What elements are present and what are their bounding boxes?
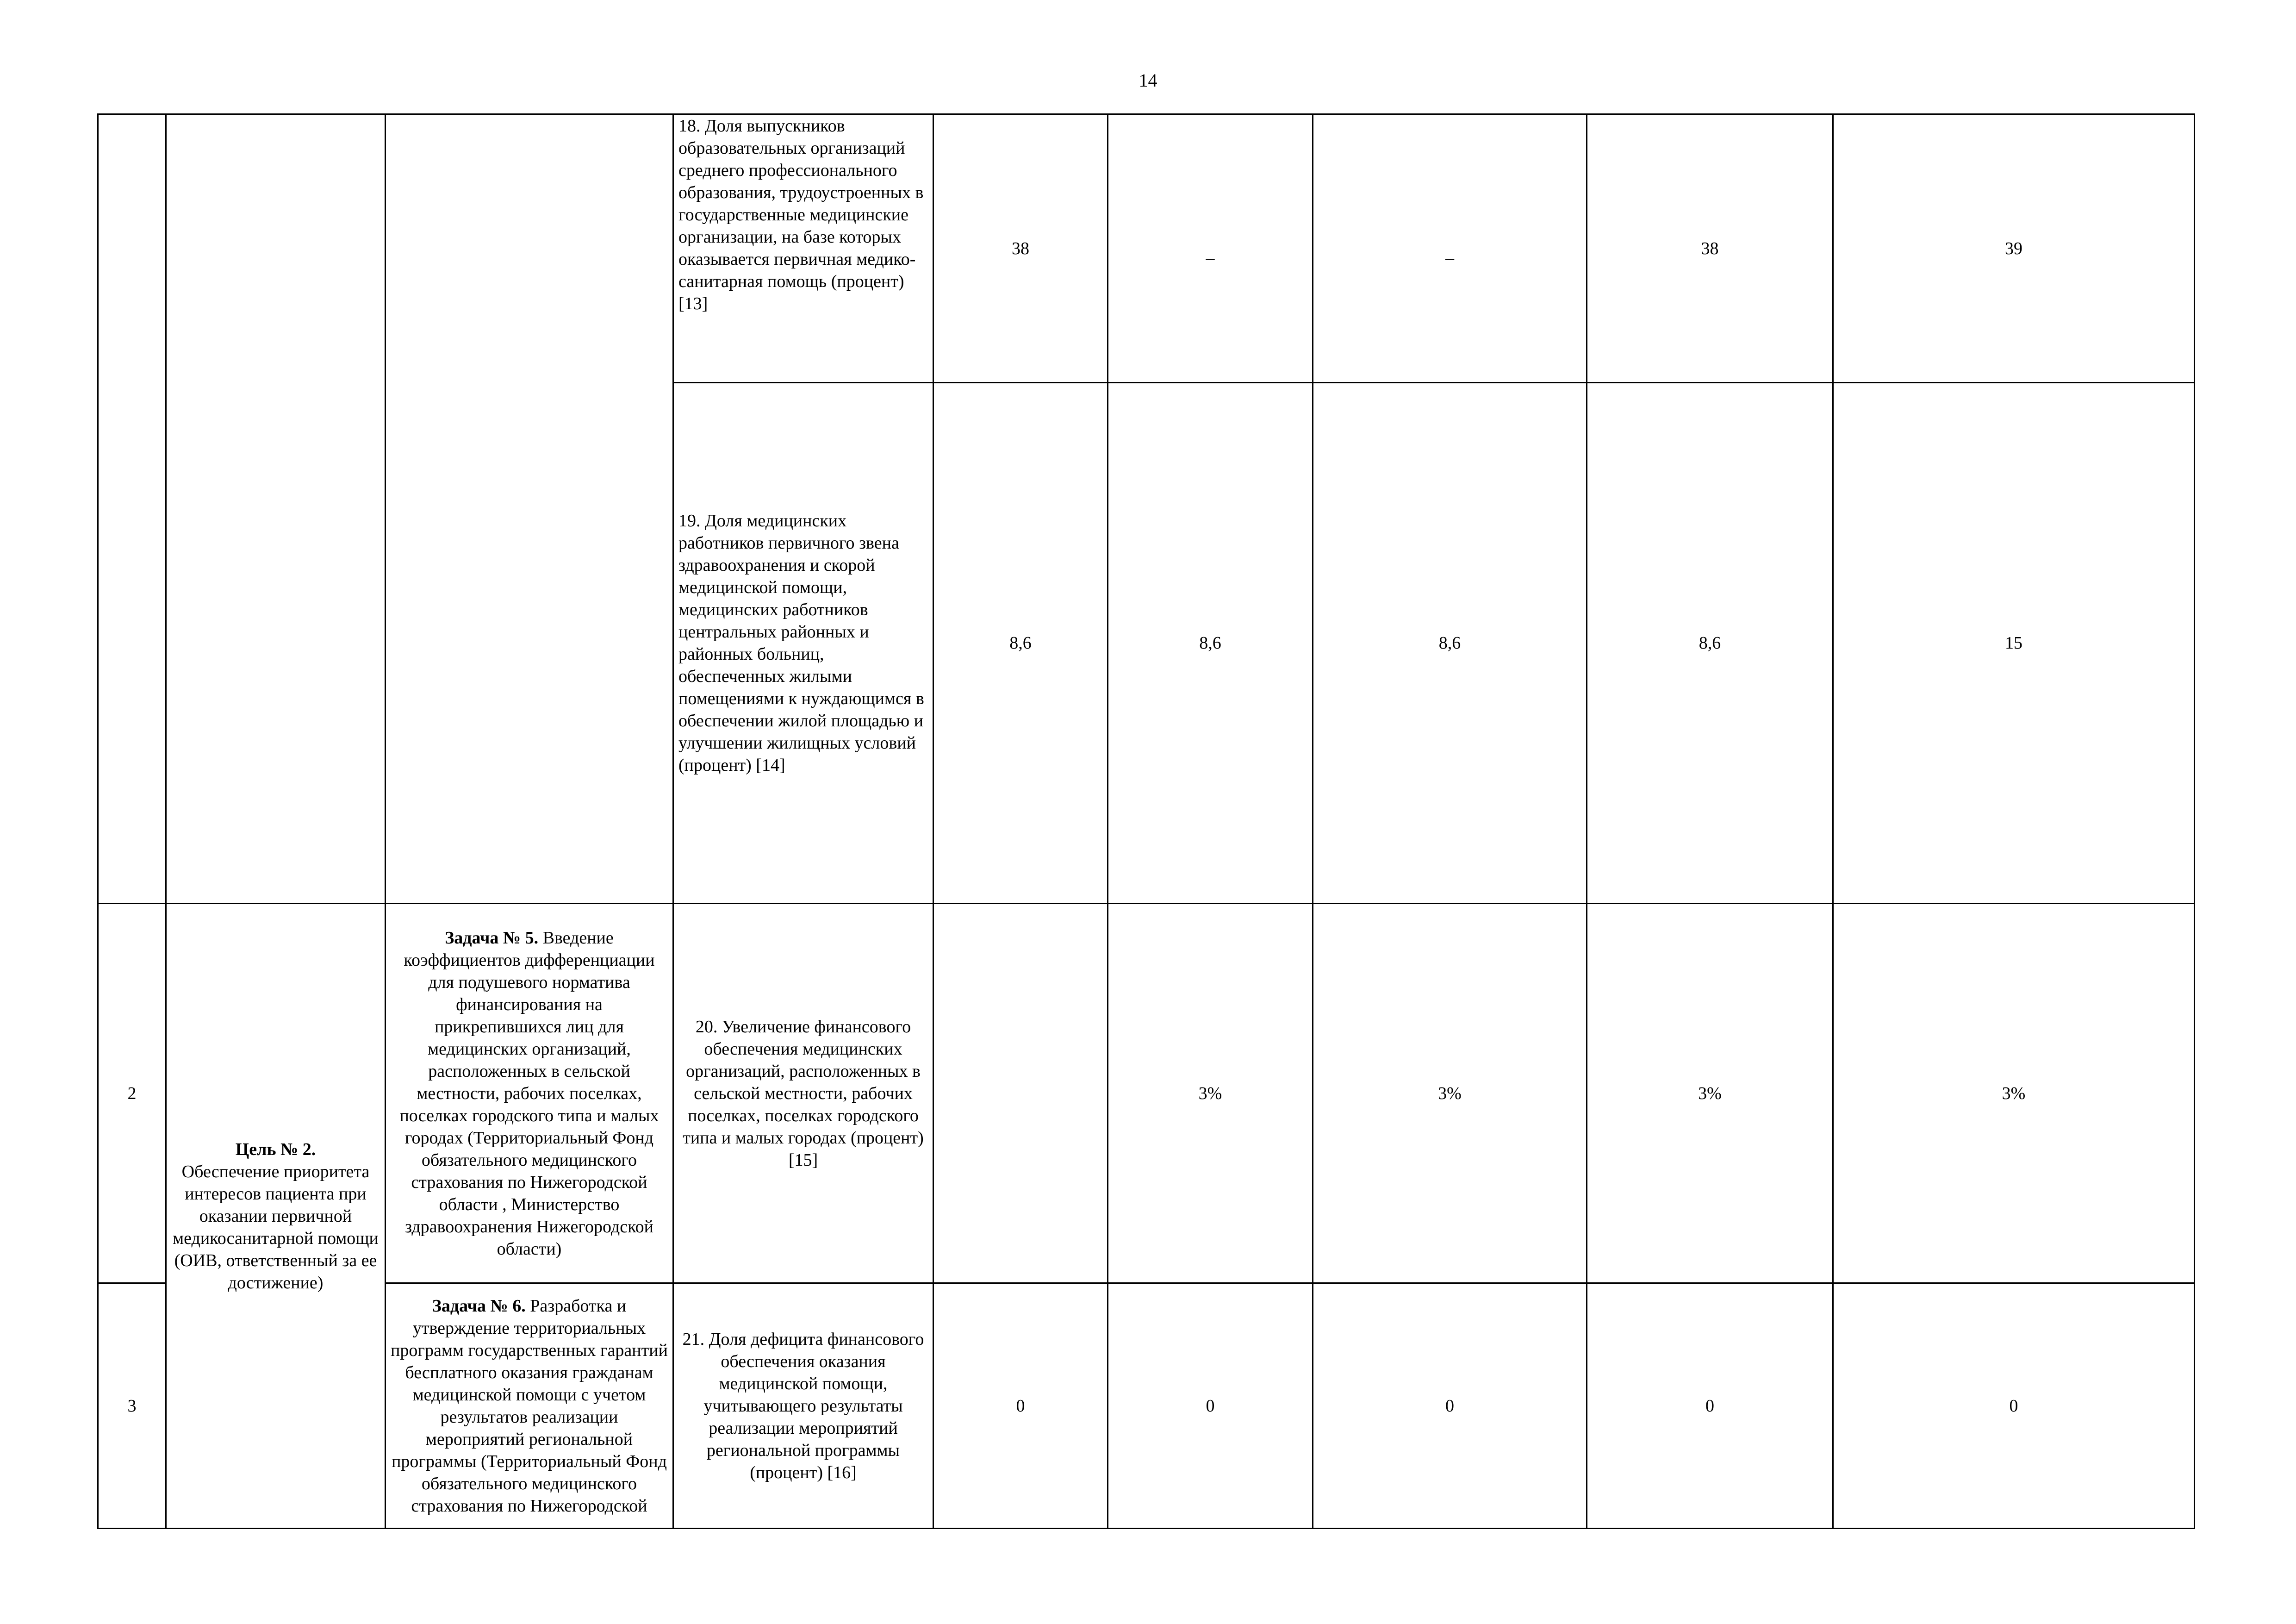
task-cell <box>386 1283 673 1529</box>
goal-cell-empty <box>166 114 386 904</box>
indicator-cell: 19. Доля медицинских работников первичного звена здравоохранения и скорой медицинской помощи, медицинских работников центральных районных и районных больниц, обеспеченных жилыми помещениями к нуждающимся в обеспечении жилой площадью и улучшении жилищных условий (процент) [14] <box>673 383 933 904</box>
value-cell: 0 <box>1587 1283 1833 1529</box>
indicator-cell: 21. Доля дефицита финансового обеспечения оказания медицинской помощи, учитывающего результаты реализации мероприятий региональной программы (процент) [16] <box>673 1283 933 1529</box>
goal-title: Цель № 2. <box>235 1139 316 1159</box>
goal-text: Обеспечение приоритета интересов пациента при оказании первичной медикосанитарной помощи (ОИВ, ответственный за ее достижение) <box>173 1162 379 1293</box>
indicator-cell: 20. Увеличение финансового обеспечения медицинских организаций, расположенных в сельской местности, рабочих поселках, поселках городского типа и малых городах (процент) [15] <box>673 904 933 1283</box>
task-title: Задача № 6. <box>432 1296 526 1316</box>
row-number-cell: 2 <box>98 904 166 1283</box>
value-cell: 8,6 <box>1587 383 1833 904</box>
table-row <box>98 1283 2195 1529</box>
value-cell: 3% <box>1587 904 1833 1283</box>
value-cell: 8,6 <box>933 383 1108 904</box>
row-number-cell: 3 <box>98 1283 166 1529</box>
task-cell-empty <box>386 114 673 904</box>
indicator-cell: 18. Доля выпускников образовательных организаций среднего профессионального образования, трудоустроенных в государственные медицинские организации, на базе которых оказывается первичная медико-санитарная помощь (процент) [13] <box>673 114 933 383</box>
value-cell: 8,6 <box>1108 383 1313 904</box>
task-text: Разработка и утверждение территориальных программ государственных гарантий бесплатного оказания гражданам медицинской помощи с учетом результатов реализации мероприятий региональной программы (Территориальный Фонд обязательного медицинского страхования по Нижегородской <box>391 1296 668 1516</box>
value-cell: 15 <box>1833 383 2195 904</box>
goal-cell <box>166 904 386 1529</box>
value-cell: 0 <box>1313 1283 1587 1529</box>
value-cell: _ <box>1313 114 1587 383</box>
value-cell: 3% <box>1108 904 1313 1283</box>
value-cell: 0 <box>1833 1283 2195 1529</box>
task-text: Введение коэффициентов дифференциации для подушевого норматива финансирования на прикрепившихся лиц для медицинских организаций, расположенных в сельской местности, рабочих поселках, поселках городского типа и малых городах (Территориальный Фонд обязательного медицинского страхования по Нижегородской области , Министерство здравоохранения Нижегородской области) <box>399 928 659 1259</box>
value-cell: _ <box>1108 114 1313 383</box>
value-cell: 0 <box>1108 1283 1313 1529</box>
value-cell: 0 <box>933 1283 1108 1529</box>
indicators-table <box>97 113 2195 1529</box>
value-cell: 38 <box>1587 114 1833 383</box>
page-number: 14 <box>1139 70 1157 91</box>
value-cell <box>933 904 1108 1283</box>
value-cell: 8,6 <box>1313 383 1587 904</box>
value-cell: 38 <box>933 114 1108 383</box>
row-number-cell <box>98 114 166 904</box>
value-cell: 3% <box>1833 904 2195 1283</box>
value-cell: 39 <box>1833 114 2195 383</box>
table-row <box>98 114 2195 383</box>
table-row <box>98 904 2195 1283</box>
task-cell <box>386 904 673 1283</box>
value-cell: 3% <box>1313 904 1587 1283</box>
task-title: Задача № 5. <box>445 928 539 948</box>
